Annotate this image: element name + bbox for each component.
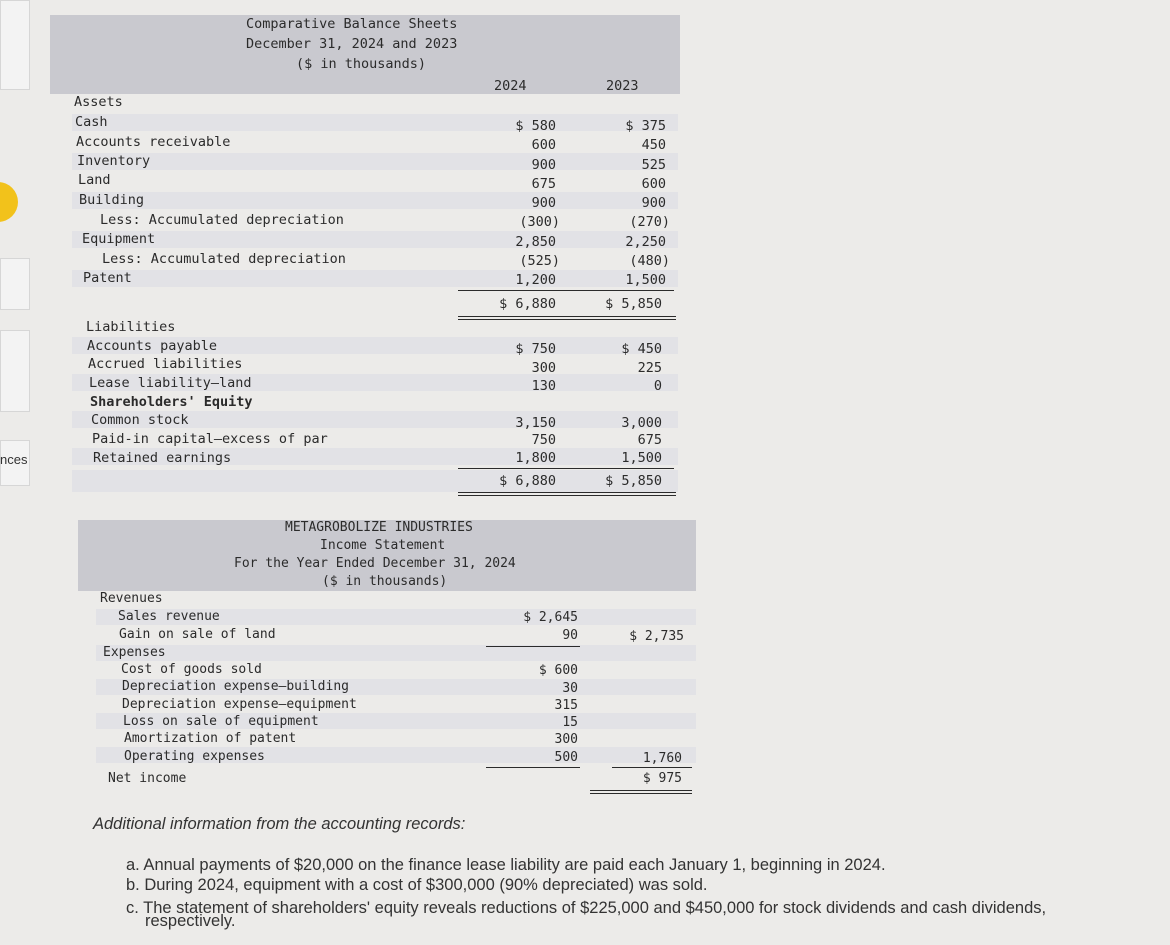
asset-label: Less: Accumulated depreciation	[100, 212, 344, 228]
note-c-continued: respectively.	[145, 912, 236, 930]
asset-2024-value: 900	[531, 157, 556, 173]
asset-label: Equipment	[82, 231, 156, 247]
liability-label: Accrued liabilities	[88, 356, 243, 372]
revenues-total: $ 2,735	[629, 629, 684, 644]
liability-2023-value: 0	[653, 378, 662, 394]
equity-2024-value: 750	[531, 432, 556, 448]
total-double-rule	[458, 319, 676, 320]
income-statement-period: For the Year Ended December 31, 2024	[234, 556, 516, 571]
asset-2024-value: (300)	[519, 214, 560, 230]
asset-2023-value: (480)	[629, 253, 670, 269]
equity-2023-value: 675	[637, 432, 662, 448]
liabilities-total-2023: $ 5,850	[605, 473, 662, 489]
expenses-heading: Expenses	[103, 645, 166, 660]
expense-label: Loss on sale of equipment	[123, 714, 319, 729]
asset-2023-value: 1,500	[625, 272, 666, 288]
asset-2024-value: 600	[531, 137, 556, 153]
revenue-label: Gain on sale of land	[119, 627, 276, 642]
expense-label: Operating expenses	[124, 749, 265, 764]
expense-amount: 15	[562, 715, 578, 730]
equity-2024-value: 3,150	[515, 415, 556, 431]
asset-2023-value: $ 375	[625, 118, 666, 134]
liabilities-heading: Liabilities	[86, 319, 176, 335]
asset-label: Cash	[75, 114, 108, 130]
subtotal-rule	[486, 646, 580, 647]
asset-2023-value: 2,250	[625, 234, 666, 250]
expense-label: Depreciation expense–equipment	[122, 697, 357, 712]
col-header-2023: 2023	[606, 78, 639, 94]
asset-label: Patent	[83, 270, 132, 286]
expense-amount: 30	[562, 681, 578, 696]
asset-2024-value: (525)	[519, 253, 560, 269]
expense-amount: $ 600	[538, 663, 578, 678]
assets-heading: Assets	[74, 94, 123, 110]
net-income-value: $ 975	[642, 771, 682, 786]
asset-label: Less: Accumulated depreciation	[102, 251, 346, 267]
asset-label: Inventory	[77, 153, 151, 169]
edge-panel-lower	[0, 330, 30, 412]
liability-label: Lease liability–land	[89, 375, 252, 391]
asset-label: Land	[78, 172, 111, 188]
asset-2023-value: 450	[641, 137, 666, 153]
subtotal-rule	[612, 767, 692, 768]
assets-total-2024: $ 6,880	[499, 296, 556, 312]
expense-label: Depreciation expense–building	[122, 679, 349, 694]
equity-2023-value: 1,500	[621, 450, 662, 466]
asset-2023-value: (270)	[629, 214, 670, 230]
revenue-amount: $ 2,645	[523, 610, 578, 625]
revenues-heading: Revenues	[100, 591, 163, 606]
total-double-rule	[458, 316, 676, 317]
total-double-rule	[458, 495, 676, 496]
revenue-label: Sales revenue	[118, 609, 220, 624]
expense-amount: 315	[554, 698, 578, 713]
equity-label: Paid-in capital–excess of par	[92, 431, 328, 447]
liability-2024-value: 130	[531, 378, 556, 394]
equity-heading: Shareholders' Equity	[90, 394, 253, 410]
liability-2024-value: $ 750	[515, 341, 556, 357]
expense-amount: 500	[554, 750, 578, 765]
asset-2023-value: 900	[641, 195, 666, 211]
asset-2024-value: $ 580	[515, 118, 556, 134]
equity-2024-value: 1,800	[515, 450, 556, 466]
asset-2024-value: 675	[531, 176, 556, 192]
yellow-marker-icon	[0, 182, 18, 222]
note-a: a. Annual payments of $20,000 on the finance lease liability are paid each January 1, beginning in 2024.	[126, 856, 886, 874]
asset-label: Building	[79, 192, 145, 208]
income-statement-units: ($ in thousands)	[322, 574, 448, 589]
edge-panel-top	[0, 0, 30, 90]
total-double-rule	[458, 492, 676, 493]
company-name: METAGROBOLIZE INDUSTRIES	[285, 520, 473, 535]
asset-2024-value: 2,850	[515, 234, 556, 250]
equity-label: Common stock	[91, 412, 189, 428]
balance-sheet-date: December 31, 2024 and 2023	[246, 36, 458, 52]
edge-cut-label[interactable]: nces	[0, 452, 28, 467]
liabilities-total-2024: $ 6,880	[499, 473, 556, 489]
expense-label: Cost of goods sold	[121, 662, 262, 677]
subtotal-rule	[486, 767, 580, 768]
total-double-rule	[590, 793, 692, 794]
equity-2023-value: 3,000	[621, 415, 662, 431]
additional-info-heading: Additional information from the accounting records:	[93, 815, 466, 833]
asset-2024-value: 1,200	[515, 272, 556, 288]
liability-2024-value: 300	[531, 360, 556, 376]
asset-2023-value: 525	[641, 157, 666, 173]
expense-label: Amortization of patent	[124, 731, 297, 746]
expenses-total: 1,760	[642, 751, 682, 766]
equity-label: Retained earnings	[93, 450, 232, 466]
revenue-amount: 90	[562, 628, 578, 643]
liability-2023-value: $ 450	[621, 341, 662, 357]
net-income-label: Net income	[108, 771, 187, 786]
asset-2024-value: 900	[531, 195, 556, 211]
balance-sheet-title: Comparative Balance Sheets	[246, 16, 458, 32]
total-double-rule	[590, 790, 692, 791]
liability-label: Accounts payable	[87, 338, 218, 354]
asset-label: Accounts receivable	[76, 134, 231, 150]
balance-sheet-units: ($ in thousands)	[296, 56, 427, 72]
note-c: c. The statement of shareholders' equity reveals reductions of $225,000 and $450,000 for stock dividends and cash dividends,	[126, 899, 1047, 917]
liability-2023-value: 225	[637, 360, 662, 376]
subtotal-rule	[458, 468, 674, 469]
subtotal-rule	[458, 290, 674, 291]
stripe	[96, 645, 696, 661]
asset-2023-value: 600	[641, 176, 666, 192]
note-b: b. During 2024, equipment with a cost of $300,000 (90% depreciated) was sold.	[126, 876, 708, 894]
assets-total-2023: $ 5,850	[605, 296, 662, 312]
income-statement-title: Income Statement	[320, 538, 446, 553]
col-header-2024: 2024	[494, 78, 527, 94]
edge-panel-mid	[0, 258, 30, 310]
expense-amount: 300	[554, 732, 578, 747]
